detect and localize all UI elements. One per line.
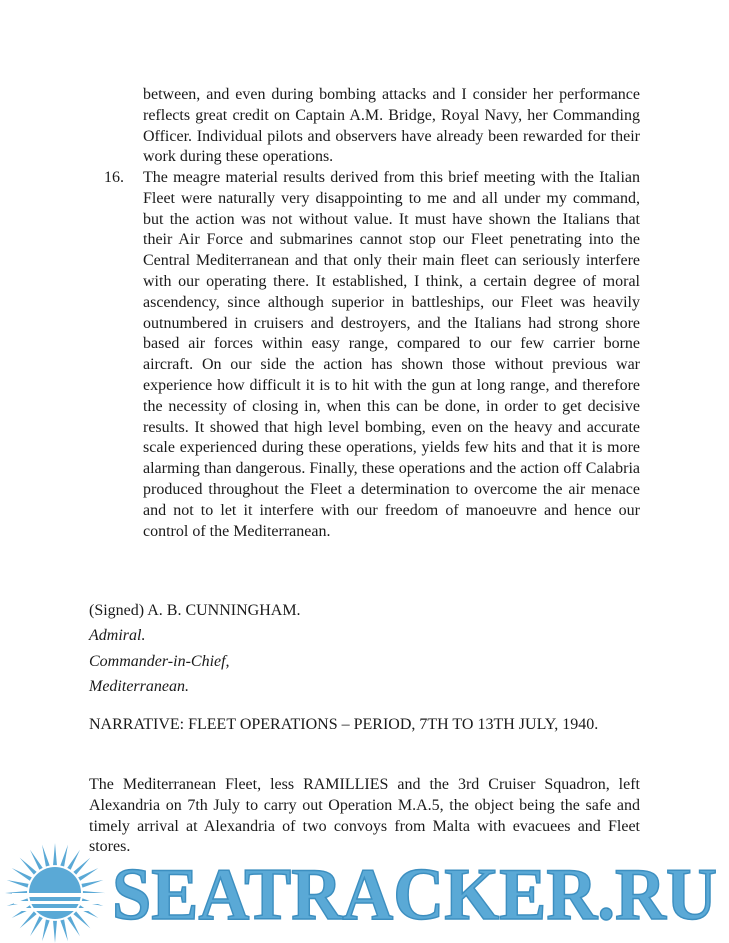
- narrative-heading: NARRATIVE: FLEET OPERATIONS – PERIOD, 7TH TO 13TH JULY, 1940.: [89, 716, 599, 733]
- signature-line: (Signed) A. B. CUNNINGHAM.: [89, 602, 301, 619]
- continuation-paragraph: between, and even during bombing attacks and I consider her performance reflects great credit on Captain A.M. Bridge, Royal Navy, her Commanding Officer. Individual pilots and observers have already been rewarded for their work during these operations.: [143, 86, 640, 166]
- item-number: 16.: [104, 169, 124, 186]
- sun-ray: [12, 905, 32, 918]
- sun-ray: [78, 868, 98, 881]
- sun-ray: [12, 868, 32, 881]
- sun-ray: [81, 880, 103, 888]
- watermark-logo: [0, 835, 729, 943]
- signature-title: Commander-in-Chief,: [89, 653, 230, 670]
- watermark-text: SEATRACKER.RU: [112, 854, 717, 936]
- sun-icon: [5, 843, 105, 943]
- narrative-paragraph: The Mediterranean Fleet, less RAMILLIES and the 3rd Cruiser Squadron, left Alexandria on 7th July to carry out Operation M.A.5, the object being the safe and timely arrival at Alexandria of two convoys from Malta with evacuees and Fleet stores.: [89, 776, 640, 856]
- sun-ray: [30, 916, 43, 936]
- sun-ray: [30, 850, 43, 870]
- sun-ray: [42, 845, 50, 867]
- sun-ray: [78, 905, 98, 918]
- sun-ray: [20, 858, 37, 875]
- sun-ray: [7, 880, 29, 888]
- sun-ray: [20, 911, 37, 928]
- sun-ray: [60, 919, 68, 941]
- sun-ray: [53, 843, 57, 865]
- signature-station: Mediterranean.: [89, 678, 189, 695]
- sun-ray: [67, 850, 80, 870]
- sun-ray: [67, 916, 80, 936]
- sun-ray: [73, 911, 90, 928]
- sun-ray: [60, 845, 68, 867]
- signature-rank: Admiral.: [89, 627, 146, 644]
- item-16-paragraph: The meagre material results derived from this brief meeting with the Italian Fleet were naturally very disappointing to me and all under my command, but the action was not without value. It must have shown the Italians that their Air Force and submarines cannot stop our Fleet penetrating into the Central Mediterranean and that only their main fleet can seriously interfere with our operating there. It established, I think, a certain degree of moral ascendency, since although superior in battleships, our Fleet was heavily outnumbered in cruisers and destroyers, and the Italians had strong shore based air forces within easy range, compared to our few carrier borne aircraft. On our side the action has shown those without previous war experience how difficult it is to hit with the gun at long range, and therefore the necessity of closing in, when this can be done, in order to get decisive results. It showed that high level bombing, even on the heavy and accurate scale experienced during these operations, yields few hits and that it is more alarming than dangerous. Finally, these operations and the action off Calabria produced throughout the Fleet a determination to overcome the air menace and not to let it interfere with our freedom of manoeuvre and hence our control of the Mediterranean.: [143, 169, 640, 540]
- sun-ray: [53, 921, 57, 943]
- sun-ray: [73, 858, 90, 875]
- sun-ray: [42, 919, 50, 941]
